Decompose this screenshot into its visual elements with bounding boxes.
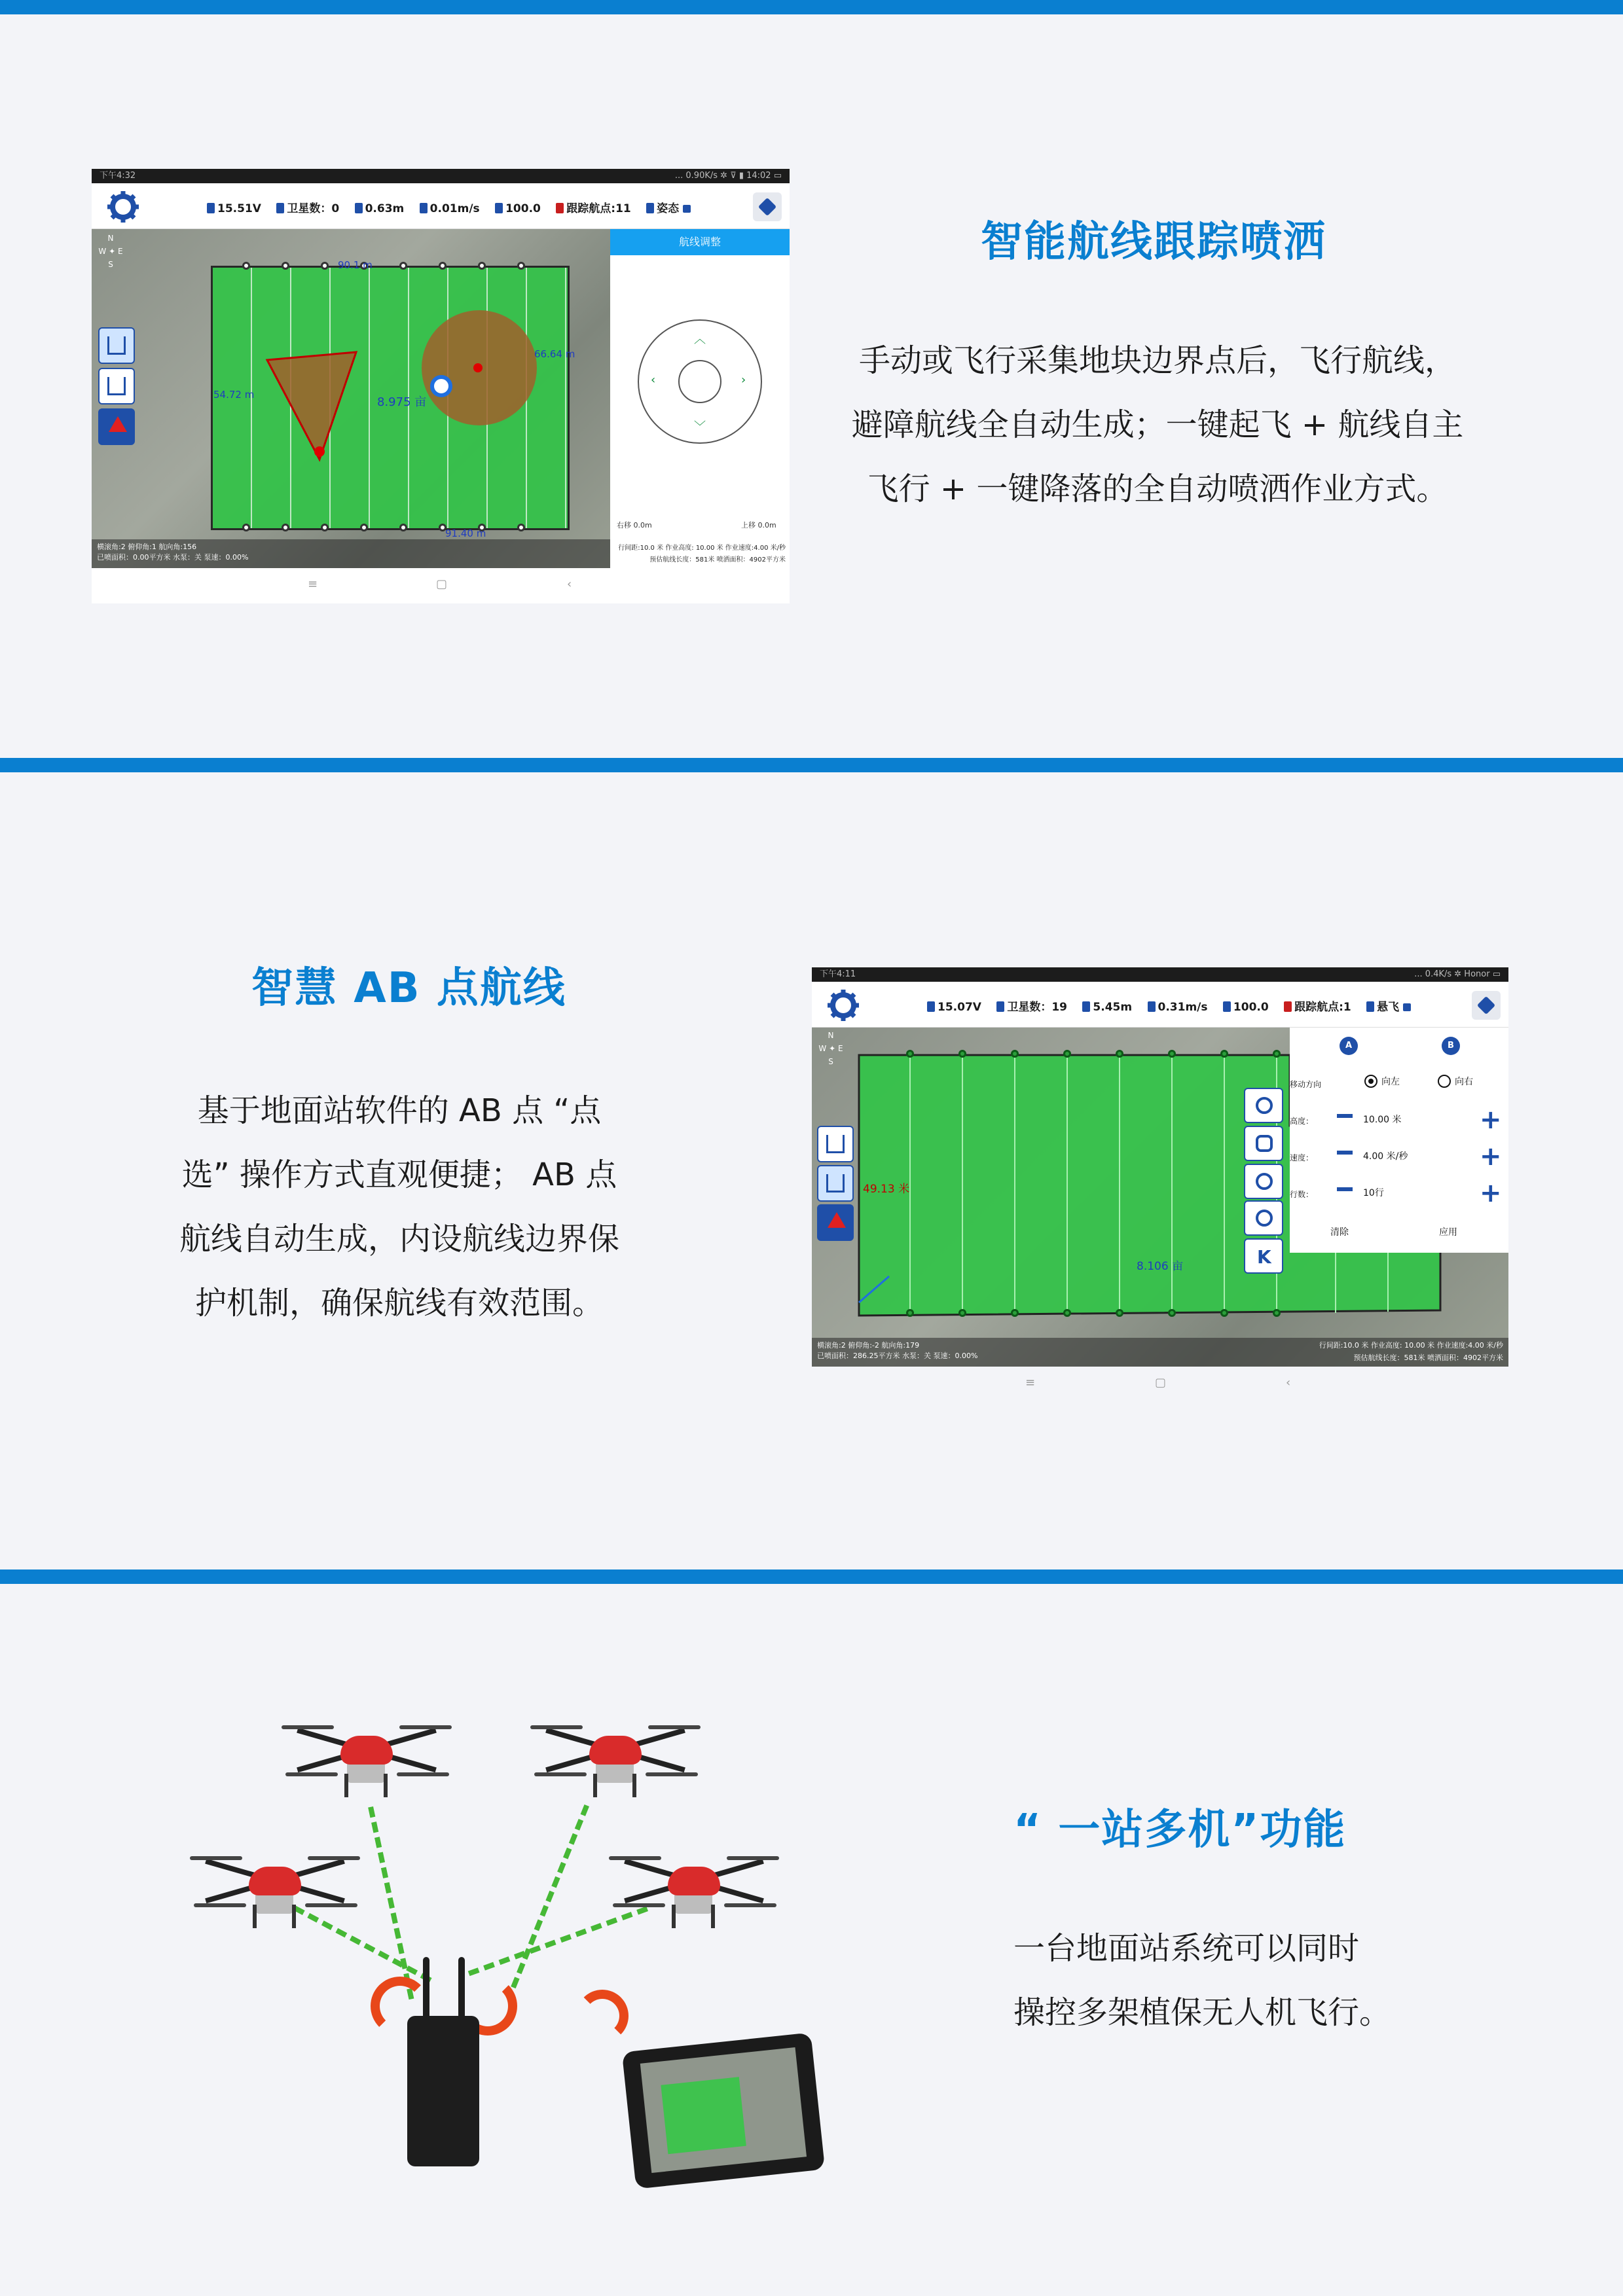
home-icon[interactable]: ▢ (1155, 1376, 1167, 1390)
drone-icon (530, 1702, 701, 1800)
drone-icon (609, 1833, 779, 1931)
section2-description: 基于地面站软件的 AB 点 “点 选” 操作方式直观便捷； AB 点 航线自动生成，内设航线边界保 护机制，确保航线有效范围。 (179, 1092, 619, 1321)
height-label: 高度： (1290, 1117, 1314, 1126)
radio-right[interactable]: 向右 (1438, 1075, 1473, 1088)
hover-icon (1366, 1001, 1374, 1012)
section3-description: 一台地面站系统可以同时 操控多架植保无人机飞行。 (1013, 1930, 1391, 2031)
satellite-icon (276, 203, 284, 213)
waypoint-marker[interactable] (478, 262, 486, 270)
ab-settings-panel (1290, 1028, 1508, 1253)
speed-icon (1148, 1001, 1156, 1012)
clear-button[interactable]: 清除 (1330, 1227, 1349, 1238)
waypoint-marker[interactable] (958, 1050, 966, 1058)
waypoint-marker[interactable] (1220, 1050, 1228, 1058)
gear-icon[interactable] (826, 988, 860, 1022)
altitude-icon (355, 203, 363, 213)
signal-icon (1223, 1001, 1231, 1012)
speed-minus-button[interactable] (1337, 1151, 1353, 1155)
section2-heading: 智慧 AB 点航线 (251, 964, 566, 1013)
waypoint-marker[interactable] (399, 524, 407, 531)
direction-pad[interactable] (638, 319, 762, 444)
dim-left-label: 49.13 米 (863, 1183, 910, 1196)
waypoint-marker[interactable] (1011, 1050, 1019, 1058)
altitude-icon (1082, 1001, 1090, 1012)
panel-title: 航线调整 (610, 229, 790, 255)
waypoint-marker[interactable] (282, 524, 289, 531)
area-label: 8.975 亩 (377, 395, 427, 409)
separator-band-2 (0, 1570, 1623, 1584)
section1-heading: 智能航线跟踪喷洒 (981, 218, 1326, 266)
section-smart-route (0, 0, 1623, 758)
zoom-out-button[interactable] (1244, 1200, 1283, 1236)
rows-minus-button[interactable] (1337, 1187, 1353, 1191)
lock-icon (1403, 1003, 1411, 1011)
waypoint-marker[interactable] (360, 524, 368, 531)
rows-label: 行数： (1290, 1190, 1314, 1199)
waypoint-marker[interactable] (1116, 1309, 1123, 1317)
flight-info-bar: 横滚角:2 俯仰角:-2 航向角:179 已喷面积：286.25平方米 水泵：关 泵速：0.00% 行间距:10.0 米 作业高度: 10.00 米 作业速度:4.00 米/秒 预估航线长度：581米 喷洒面积：4902平方米 (812, 1338, 1508, 1367)
waypoint-marker[interactable] (517, 262, 525, 270)
waypoint-marker[interactable] (517, 524, 525, 531)
top-toolbar (92, 183, 790, 229)
speed-icon (420, 203, 428, 213)
pad-right-label: 上移 0.0m (741, 521, 776, 529)
dpad-center[interactable] (678, 360, 721, 403)
status-bar: 下午4:11 ... 0.4K/s ✲ Honor ▭ (812, 967, 1508, 982)
back-icon[interactable]: ‹ (567, 577, 572, 591)
zoom-in-button[interactable] (1244, 1164, 1283, 1199)
speed-label: 速度： (1290, 1153, 1314, 1162)
waypoint-marker[interactable] (1273, 1309, 1281, 1317)
telemetry-stats: 15.07V 卫星数：19 5.45m 0.31m/s 100.0 跟踪航点:1 悬飞 (927, 997, 1423, 1014)
section-multi-drone (0, 1584, 1623, 2296)
obstacle-layer (92, 229, 610, 568)
router-antenna (458, 1957, 465, 2022)
connect-icon[interactable] (753, 192, 782, 221)
waypoint-marker[interactable] (1063, 1050, 1071, 1058)
rows-plus-button[interactable]: + (1480, 1178, 1502, 1208)
ab-route-screenshot (812, 967, 1508, 1402)
waypoint-marker[interactable] (1168, 1309, 1176, 1317)
battery-icon (207, 203, 215, 213)
radio-left-icon[interactable] (1364, 1075, 1377, 1088)
rows-value: 10行 (1363, 1188, 1384, 1198)
waypoint-marker[interactable] (1063, 1309, 1071, 1317)
home-icon[interactable]: ▢ (436, 577, 448, 591)
speed-value: 4.00 米/秒 (1363, 1151, 1408, 1162)
point-a-badge[interactable]: A (1340, 1037, 1358, 1055)
arrow-down-icon[interactable]: ﹀ (694, 420, 706, 434)
radio-right-icon[interactable] (1438, 1075, 1451, 1088)
top-toolbar (812, 982, 1508, 1028)
compass-icon: N W ✦ E S (818, 1031, 843, 1066)
arrow-left-icon[interactable]: ‹ (651, 373, 656, 387)
separator-band-1 (0, 758, 1623, 772)
lock-icon (683, 205, 691, 213)
android-nav-bar (92, 568, 790, 603)
collapse-button[interactable]: K (1244, 1238, 1283, 1274)
radio-left[interactable]: 向左 (1364, 1075, 1400, 1088)
attitude-icon (646, 203, 654, 213)
hand-pan-button[interactable] (1244, 1126, 1283, 1161)
pad-left-label: 右移 0.0m (617, 521, 652, 529)
waypoint-marker[interactable] (321, 524, 329, 531)
router-antenna (423, 1957, 429, 2022)
speed-plus-button[interactable]: + (1480, 1141, 1502, 1172)
dim-top-label: 90.1 m (338, 259, 373, 271)
signal-icon (495, 203, 503, 213)
waypoint-marker[interactable] (1220, 1309, 1228, 1317)
remote-controller-icon (622, 2032, 825, 2189)
waypoint-marker[interactable] (321, 262, 329, 270)
waypoint-marker[interactable] (439, 262, 447, 270)
section1-description: 手动或飞行采集地块边界点后，飞行航线， 避障航线全自动生成；一键起飞 + 航线自主 飞行 + 一键降落的全自动喷洒作业方式。 (851, 342, 1464, 507)
status-bar: 下午4:32 ... 0.90K/s ✲ ⊽ ▮ 14:02 ▭ (92, 169, 790, 183)
point-b-badge[interactable]: B (1442, 1037, 1460, 1055)
move-direction-label: 移动方向 (1290, 1080, 1322, 1089)
height-value: 10.00 米 (1363, 1115, 1402, 1125)
router-icon (407, 2016, 479, 2166)
flight-info-bar-right: 行间距:10.0 米 作业高度: 10.00 米 作业速度:4.00 米/秒 预估航线长度：581米 喷洒面积：4902平方米 (610, 539, 790, 568)
battery-icon (927, 1001, 935, 1012)
drone-center-button[interactable] (1244, 1088, 1283, 1123)
gear-icon[interactable] (106, 190, 140, 224)
map-view[interactable] (92, 229, 610, 568)
area-label: 8.106 亩 (1137, 1260, 1184, 1273)
dim-right-label: 66.64 m (534, 348, 575, 360)
satellite-icon (996, 1001, 1004, 1012)
telemetry-stats: 15.51V 卫星数：0 0.63m 0.01m/s 100.0 跟踪航点:11 姿态 (207, 199, 702, 215)
drone-icon (190, 1833, 360, 1931)
waypoint-marker[interactable] (1011, 1309, 1019, 1317)
android-nav-bar (812, 1367, 1508, 1402)
apply-button[interactable]: 应用 (1439, 1227, 1457, 1238)
drone-icon (282, 1702, 452, 1800)
waypoint-marker[interactable] (1168, 1050, 1176, 1058)
section3-heading: “ 一站多机”功能 (1013, 1806, 1347, 1854)
waypoint-marker[interactable] (906, 1050, 914, 1058)
menu-icon[interactable]: ≡ (1025, 1376, 1036, 1390)
dim-bottom-label: 91.40 m (445, 528, 486, 539)
waypoint-marker[interactable] (906, 1309, 914, 1317)
waypoint-marker[interactable] (282, 262, 289, 270)
waypoint-marker[interactable] (242, 524, 250, 531)
arrow-right-icon[interactable]: › (741, 373, 746, 387)
height-minus-button[interactable] (1337, 1114, 1353, 1118)
waypoint-icon (556, 203, 564, 213)
flight-info-bar: 横滚角:2 俯仰角:1 航向角:156 已喷面积：0.00平方米 水泵：关 泵速：0.00% (92, 539, 610, 568)
waypoint-marker[interactable] (242, 262, 250, 270)
waypoint-marker[interactable] (1273, 1050, 1281, 1058)
arrow-up-icon[interactable]: ︿ (694, 332, 706, 346)
dim-left-label: 54.72 m (213, 389, 255, 401)
section-ab-route (0, 772, 1623, 1570)
waypoint-icon (1284, 1001, 1292, 1012)
back-icon[interactable]: ‹ (1286, 1376, 1291, 1390)
waypoint-marker[interactable] (1116, 1050, 1123, 1058)
menu-icon[interactable]: ≡ (308, 577, 318, 591)
route-tracking-screenshot (92, 169, 790, 603)
compass-icon: N W ✦ E S (98, 234, 123, 269)
waypoint-marker[interactable] (399, 262, 407, 270)
wifi-signal-icon (576, 1990, 629, 2042)
waypoint-marker[interactable] (958, 1309, 966, 1317)
route-adjust-panel (610, 229, 790, 568)
connect-icon[interactable] (1472, 991, 1501, 1020)
height-plus-button[interactable]: + (1480, 1105, 1502, 1135)
